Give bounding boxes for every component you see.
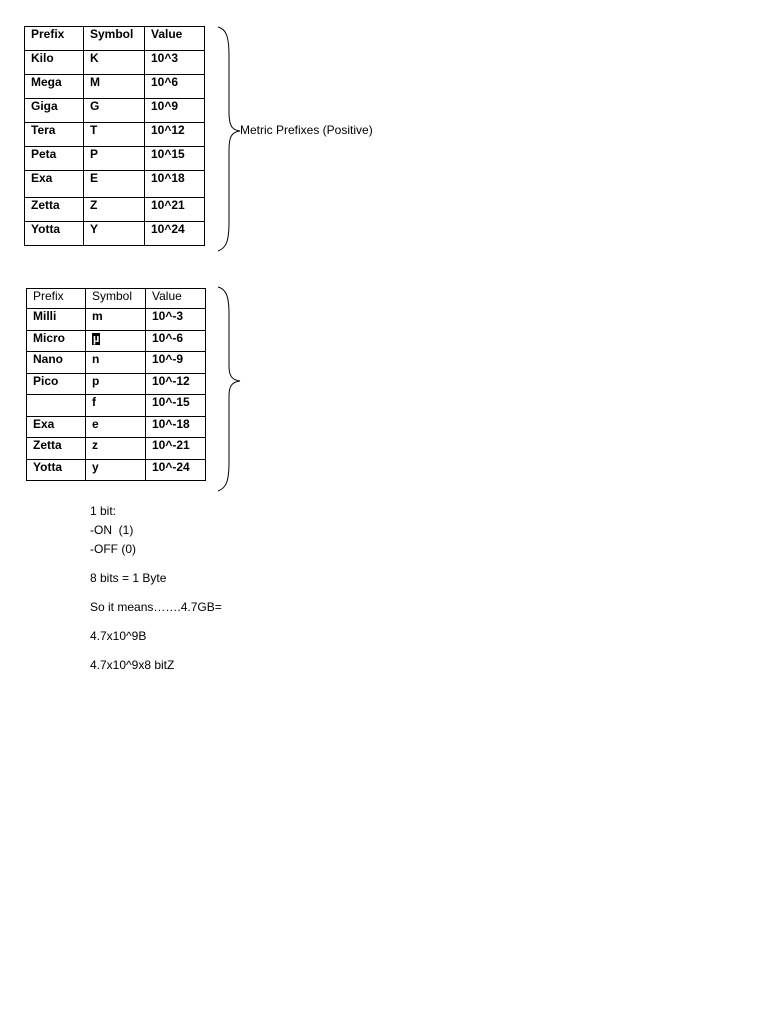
note-means: So it means…….4.7GB= <box>90 600 222 614</box>
cell-symbol: K <box>84 51 145 75</box>
table-row <box>27 330 206 352</box>
table-row <box>27 309 206 331</box>
cell-value: 10^3 <box>145 51 205 75</box>
positive-prefix-table <box>24 26 205 246</box>
curly-brace-positive <box>216 26 242 252</box>
note-bytes-expr: 4.7x10^9B <box>90 629 147 643</box>
cell-symbol: e <box>86 416 146 438</box>
bit-byte-notes <box>90 502 222 675</box>
brace-label-positive: Metric Prefixes (Positive) <box>240 123 373 137</box>
note-bit-title: 1 bit: <box>90 504 117 518</box>
cell-value: 10^-15 <box>146 395 206 417</box>
negative-prefix-table <box>26 288 206 481</box>
cell-value: 10^21 <box>145 198 205 222</box>
table-row <box>25 198 205 222</box>
cell-symbol: M <box>84 75 145 99</box>
cell-value: 10^-12 <box>146 373 206 395</box>
cell-symbol: y <box>86 459 146 481</box>
cell-symbol: m <box>86 309 146 331</box>
table-row <box>27 416 206 438</box>
cell-value: 10^18 <box>145 171 205 198</box>
cell-value: 10^-24 <box>146 459 206 481</box>
table-row <box>27 373 206 395</box>
cell-symbol: T <box>84 123 145 147</box>
table-header-row <box>27 289 206 309</box>
header-prefix: Prefix <box>27 289 86 309</box>
cell-prefix: Exa <box>27 416 86 438</box>
cell-symbol: P <box>84 147 145 171</box>
header-value: Value <box>145 27 205 51</box>
note-bit-off: -OFF (0) <box>90 542 136 556</box>
mu-symbol-selected: µ <box>93 332 100 345</box>
table-row <box>25 75 205 99</box>
cell-prefix: Milli <box>27 309 86 331</box>
header-prefix: Prefix <box>25 27 84 51</box>
cell-value: 10^15 <box>145 147 205 171</box>
cell-symbol: p <box>86 373 146 395</box>
cell-prefix: Zetta <box>27 438 86 460</box>
header-value: Value <box>146 289 206 309</box>
cell-prefix: Nano <box>27 352 86 374</box>
cell-symbol: f <box>86 395 146 417</box>
note-bits-expr: 4.7x10^9x8 bitZ <box>90 658 175 672</box>
table-row <box>25 222 205 246</box>
cell-value: 10^-9 <box>146 352 206 374</box>
cell-symbol <box>86 330 146 352</box>
cell-prefix: Peta <box>25 147 84 171</box>
note-bit-on: -ON (1) <box>90 523 134 537</box>
cell-prefix: Kilo <box>25 51 84 75</box>
cell-prefix: Giga <box>25 99 84 123</box>
table-row <box>25 51 205 75</box>
cell-prefix: Tera <box>25 123 84 147</box>
cell-symbol: Y <box>84 222 145 246</box>
table-row <box>27 459 206 481</box>
cell-prefix: Exa <box>25 171 84 198</box>
cell-value: 10^-6 <box>146 330 206 352</box>
cell-symbol: G <box>84 99 145 123</box>
header-symbol: Symbol <box>84 27 145 51</box>
cell-prefix: Zetta <box>25 198 84 222</box>
curly-brace-negative <box>216 286 242 492</box>
cell-symbol: E <box>84 171 145 198</box>
table-row <box>25 99 205 123</box>
cell-prefix: Micro <box>27 330 86 352</box>
cell-symbol: n <box>86 352 146 374</box>
cell-value: 10^12 <box>145 123 205 147</box>
note-byte: 8 bits = 1 Byte <box>90 571 167 585</box>
cell-prefix <box>27 395 86 417</box>
table-row <box>27 395 206 417</box>
cell-prefix: Pico <box>27 373 86 395</box>
cell-prefix: Yotta <box>27 459 86 481</box>
table-row <box>27 438 206 460</box>
table-row <box>25 123 205 147</box>
cell-value: 10^6 <box>145 75 205 99</box>
table-row <box>27 352 206 374</box>
cell-symbol: z <box>86 438 146 460</box>
header-symbol: Symbol <box>86 289 146 309</box>
table-row <box>25 171 205 198</box>
cell-value: 10^-3 <box>146 309 206 331</box>
cell-prefix: Mega <box>25 75 84 99</box>
table-header-row <box>25 27 205 51</box>
table-row <box>25 147 205 171</box>
cell-value: 10^-21 <box>146 438 206 460</box>
cell-value: 10^9 <box>145 99 205 123</box>
cell-value: 10^24 <box>145 222 205 246</box>
cell-symbol: Z <box>84 198 145 222</box>
cell-value: 10^-18 <box>146 416 206 438</box>
cell-prefix: Yotta <box>25 222 84 246</box>
